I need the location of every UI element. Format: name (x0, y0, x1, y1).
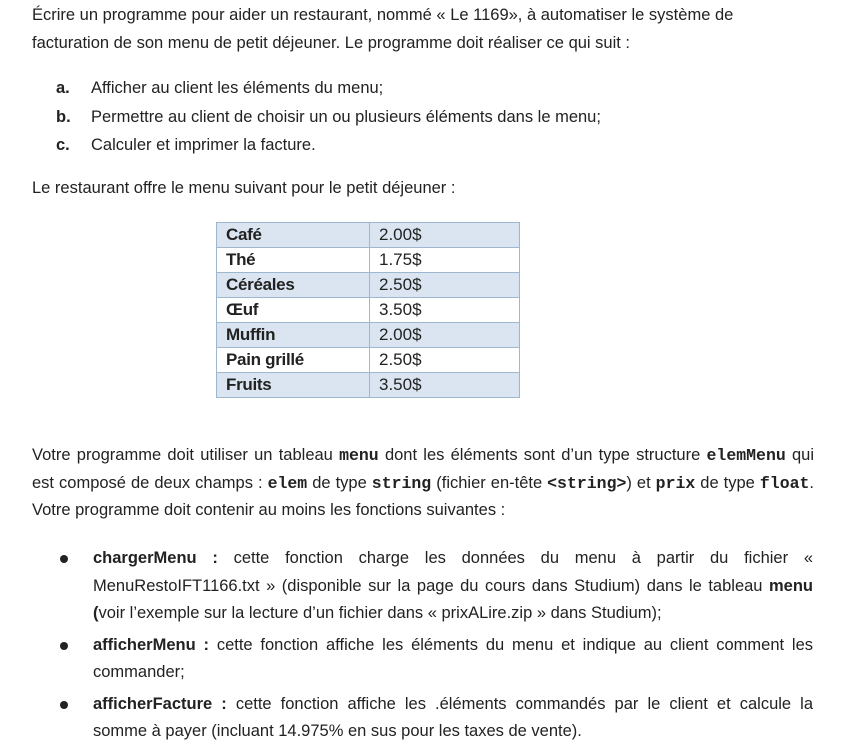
menu-item-price: 2.00$ (370, 323, 520, 348)
list-item (60, 691, 813, 746)
menu-item-price: 2.50$ (370, 348, 520, 373)
table-row (217, 373, 520, 398)
structure-text: qui est composé de deux champs : (32, 446, 815, 492)
function-bold-text: menu ( (93, 576, 813, 622)
menu-item-name: Pain grillé (217, 348, 370, 373)
table-row (217, 298, 520, 323)
code-prix: prix (655, 473, 696, 493)
task-marker: c. (56, 136, 70, 154)
code-elemmenu: elemMenu (706, 446, 786, 465)
menu-item-name: Fruits (217, 373, 370, 398)
code-elem: elem (267, 473, 308, 493)
code-menu: menu (339, 446, 379, 465)
table-row (217, 273, 520, 298)
function-description: cette fonction affiche les .éléments commandés par le client et calcule la somme à payer (incluant 14.975% en sus pour les taxes de vente). (93, 694, 813, 740)
task-item (56, 74, 601, 103)
bullet-icon (60, 555, 68, 563)
menu-item-price: 2.00$ (370, 223, 520, 248)
code-string: string (371, 473, 432, 493)
structure-text: ) et (626, 473, 656, 492)
structure-text: Votre programme doit utiliser un tableau (32, 446, 340, 464)
task-text: Permettre au client de choisir un ou plusieurs éléments dans le menu; (91, 107, 601, 126)
table-row (217, 223, 520, 248)
menu-item-price: 2.50$ (370, 273, 520, 298)
task-item (56, 131, 601, 160)
menu-item-name: Café (217, 223, 370, 248)
menu-item-price: 1.75$ (370, 248, 520, 273)
menu-item-name: Œuf (217, 298, 370, 323)
code-float: float (759, 473, 810, 493)
menu-item-name: Céréales (217, 273, 370, 298)
structure-text: (fichier en-tête (431, 473, 548, 492)
structure-text: . Votre programme doit contenir au moins les fonctions suivantes : (32, 473, 814, 519)
task-marker: b. (56, 107, 71, 126)
intro-line-2: facturation de son menu de petit déjeuner. Le programme doit réaliser ce qui suit : (32, 33, 631, 52)
function-description: cette fonction charge les données du menu à partir du fichier « MenuRestoIFT1166.txt » (disponible sur la page du cours dans Studium) dans le tableau (93, 549, 813, 595)
function-description: cette fonction affiche les éléments du menu et indique au client comment les commander; (93, 635, 813, 681)
table-row (217, 248, 520, 273)
function-name: afficherMenu : (93, 635, 209, 654)
structure-paragraph (32, 442, 814, 525)
list-item (60, 632, 813, 687)
task-marker: a. (56, 79, 70, 97)
task-list (56, 74, 601, 160)
task-item (56, 103, 601, 132)
menu-item-price: 3.50$ (370, 373, 520, 398)
task-text: Afficher au client les éléments du menu; (91, 79, 384, 97)
intro-paragraph (32, 2, 814, 57)
structure-text: de type (307, 473, 372, 492)
menu-intro: Le restaurant offre le menu suivant pour le petit déjeuner : (32, 179, 456, 197)
task-text: Calculer et imprimer la facture. (91, 136, 316, 154)
menu-item-price: 3.50$ (370, 298, 520, 323)
menu-item-name: Thé (217, 248, 370, 273)
list-item (60, 545, 813, 628)
menu-table (216, 222, 520, 398)
code-string-header: <string> (547, 473, 627, 493)
menu-item-name: Muffin (217, 323, 370, 348)
table-row (217, 348, 520, 373)
function-name: chargerMenu : (93, 549, 218, 567)
function-list (60, 545, 813, 746)
table-row (217, 323, 520, 348)
function-description-cont: voir l’exemple sur la lecture d’un fichier dans « prixALire.zip » dans Studium); (98, 604, 662, 622)
structure-text: dont les éléments sont d’un type structure (378, 446, 707, 464)
function-name: afficherFacture : (93, 694, 227, 713)
intro-line-1: Écrire un programme pour aider un restaurant, nommé « Le 1169», à automatiser le système de (32, 6, 734, 24)
structure-text: de type (695, 473, 760, 492)
bullet-icon (60, 701, 68, 709)
bullet-icon (60, 642, 68, 650)
